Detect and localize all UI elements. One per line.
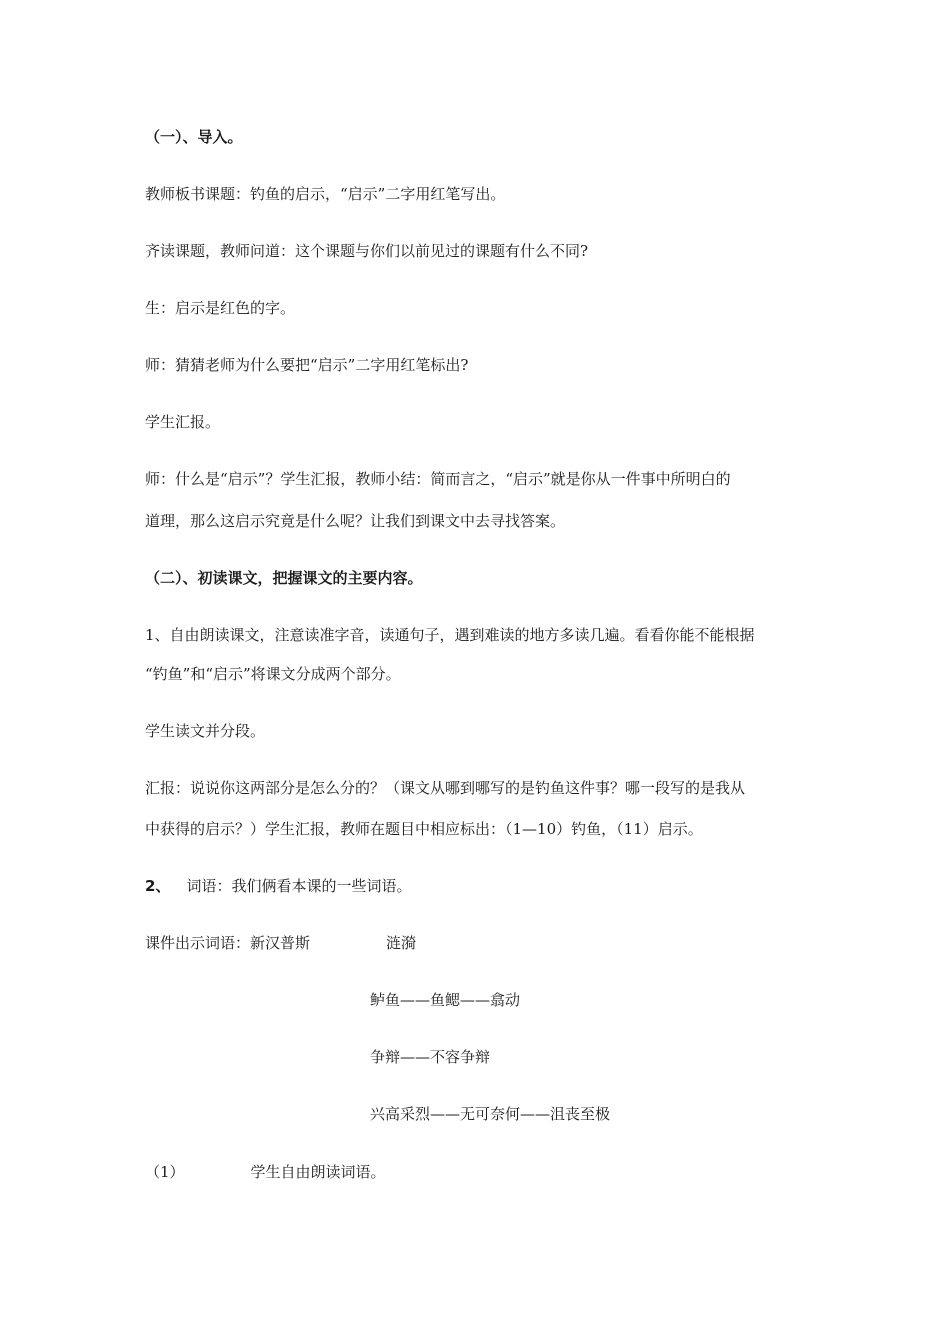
paragraph-student-report: 学生汇报。: [145, 413, 221, 431]
paragraph-student-answer: 生：启示是红色的字。: [145, 299, 296, 317]
words-intro-line: [145, 933, 416, 953]
paragraph-free-reading-line1: 1、自由朗读课文，注意读准字音，读通句子，遇到难读的地方多读几遍。看看你能不能根据: [145, 626, 755, 644]
paragraph-free-reading-line2: “钓鱼”和“启示”将课文分成两个部分。: [145, 665, 401, 683]
word-lianyi: 涟漪: [386, 934, 417, 952]
paragraph-what-is-qishi-line2: 道理，那么这启示究竟是什么呢？让我们到课文中去寻找答案。: [145, 512, 566, 530]
words-line-debate: 争辩——不容争辩: [370, 1048, 491, 1066]
paragraph-students-divide: 学生读文并分段。: [145, 722, 266, 740]
paragraph-teacher-guess: 师：猜猜老师为什么要把“启示”二字用红笔标出?: [145, 356, 469, 374]
section-heading-intro: （一）、导入。: [145, 128, 243, 146]
paragraph-report-division-line2: 中获得的启示？）学生汇报，教师在题目中相应标出：（1—10）钓鱼，（11）启示。: [145, 820, 703, 838]
words-line-fish: 鲈鱼——鱼鳃——翕动: [370, 991, 521, 1009]
words-intro: 课件出示词语：新汉普斯: [145, 934, 311, 952]
paragraph-what-is-qishi-line1: 师：什么是“启示”？学生汇报，教师小结：简而言之，“启示”就是你从一件事中所明白的: [145, 470, 731, 488]
paragraph-vocabulary: [145, 876, 411, 896]
paragraph-report-division-line1: 汇报：说说你这两部分是怎么分的？（课文从哪到哪写的是钓鱼这件事？哪一段写的是我从: [145, 779, 746, 797]
step-number: （1）: [145, 1163, 185, 1181]
vocabulary-text: 词语：我们俩看本课的一些词语。: [186, 877, 412, 895]
words-line-mood: 兴高采烈——无可奈何——沮丧至极: [370, 1105, 611, 1123]
paragraph-teacher-writes-title: 教师板书课题：钓鱼的启示，“启示”二字用红笔写出。: [145, 185, 506, 203]
step-one-line: [145, 1162, 386, 1182]
paragraph-read-title-question: 齐读课题，教师问道：这个课题与你们以前见过的课题有什么不同?: [145, 242, 589, 260]
item-number: 2、: [145, 877, 171, 895]
step-one-text: 学生自由朗读词语。: [250, 1163, 386, 1181]
section-heading-first-reading: （二）、初读课文，把握课文的主要内容。: [145, 569, 423, 587]
